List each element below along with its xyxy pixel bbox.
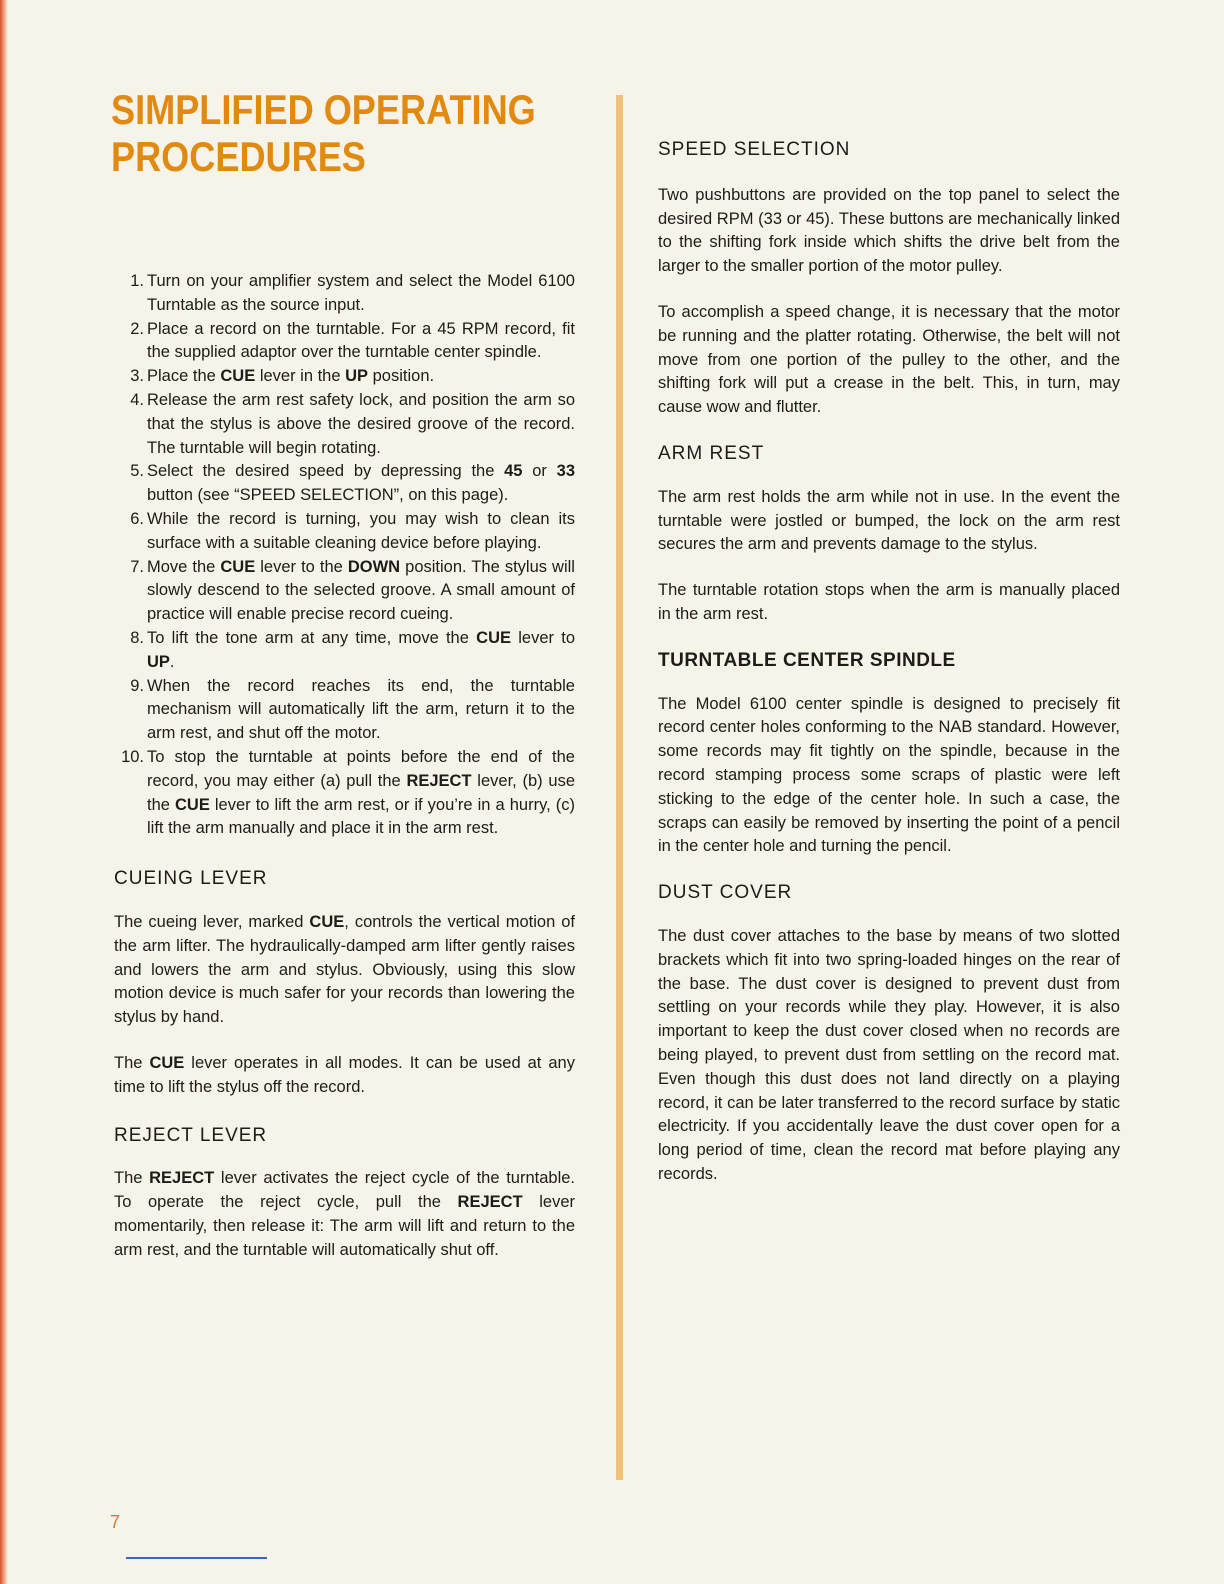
- step-item: 1. Turn on your amplifier system and select the Model 6100 Turntable as the source input.: [114, 270, 575, 318]
- step-item: 4. Release the arm rest safety lock, and position the arm so that the stylus is above the desired groove of the record. The turntable will begin rotating.: [114, 389, 575, 460]
- step-number: 2.: [130, 319, 144, 338]
- left-column: [114, 270, 575, 1262]
- title-line-2: PROCEDURES: [111, 133, 366, 180]
- step-item: 2. Place a record on the turntable. For a 45 RPM record, fit the supplied adaptor over the turntable center spindle.: [114, 318, 575, 366]
- step-number: 6.: [130, 509, 144, 528]
- step-item: 8. To lift the tone arm at any time, move the CUE lever to UP.: [114, 627, 575, 675]
- step-number: 7.: [130, 557, 144, 576]
- section-paragraph: The cueing lever, marked CUE, controls the vertical motion of the arm lifter. The hydraulically-damped arm lifter gently raises and lowers the arm and stylus. Obviously, using this slow motion device is much safer for your records than lowering the stylus by hand.: [114, 912, 575, 1027]
- step-item: 5. Select the desired speed by depressing the 45 or 33 button (see “SPEED SELECTION”, on this page).: [114, 460, 575, 508]
- title-line-1: SIMPLIFIED OPERATING: [111, 86, 536, 133]
- column-divider: [616, 95, 623, 1480]
- section-paragraph: The turntable rotation stops when the arm is manually placed in the arm rest.: [658, 581, 1120, 623]
- page-title: [111, 86, 558, 180]
- step-number: 8.: [130, 628, 144, 647]
- section-heading-reject-lever: REJECT LEVER: [114, 1124, 268, 1146]
- section-heading-arm-rest: ARM REST: [658, 442, 765, 464]
- section-paragraph: The REJECT lever activates the reject cycle of the turntable. To operate the reject cycle, pull the REJECT lever momentarily, then release it: The arm will lift and return to the arm rest, and the turntable will automatically shut off.: [114, 1169, 575, 1259]
- section-paragraph: The arm rest holds the arm while not in use. In the event the turntable were jostled or bumped, the lock on the arm rest secures the arm and prevents damage to the stylus.: [658, 487, 1120, 554]
- section-paragraph: The CUE lever operates in all modes. It can be used at any time to lift the stylus off the record.: [114, 1053, 575, 1096]
- section-heading-dust-cover: DUST COVER: [658, 882, 793, 904]
- section-heading-turntable-center-spindle: TURNTABLE CENTER SPINDLE: [658, 649, 956, 671]
- step-item: 6. While the record is turning, you may wish to clean its surface with a suitable cleaning device before playing.: [114, 508, 575, 556]
- step-number: 3.: [130, 367, 144, 386]
- step-number: 4.: [130, 390, 144, 409]
- page-edge-stripe: [0, 0, 8, 1584]
- step-number: 1.: [130, 272, 144, 290]
- right-column: [658, 138, 1120, 1187]
- procedure-steps: [114, 270, 575, 841]
- section-paragraph: The dust cover attaches to the base by means of two slotted brackets which fit into two spring-loaded hinges on the rear of the base. The dust cover is designed to prevent dust from settling on your records while they play. However, it is also important to keep the dust cover closed when no records are being played, to prevent dust from settling on the record mat. Even though this dust does not land directly on a playing record, it can be later transferred to the record surface by static electricity. If you accidentally leave the dust cover open for a long period of time, clean the record mat before playing any records.: [658, 926, 1120, 1183]
- bottom-rule: [126, 1557, 267, 1559]
- step-item: 7. Move the CUE lever to the DOWN position. The stylus will slowly descend to the selected groove. A small amount of practice will enable precise record cueing.: [114, 556, 575, 627]
- step-item: 3. Place the CUE lever in the UP position.: [114, 365, 575, 389]
- step-number: 9.: [130, 676, 144, 695]
- step-item: 9. When the record reaches its end, the turntable mechanism will automatically lift the arm, return it to the arm rest, and shut off the motor.: [114, 675, 575, 746]
- step-number: 5.: [130, 462, 144, 481]
- section-paragraph: The Model 6100 center spindle is designed to precisely fit record center holes conforming to the NAB standard. However, some records may fit tightly on the spindle, because in the record stamping process some scraps of plastic were left sticking to the edge of the center hole. In such a case, the scraps can easily be removed by inserting the point of a pencil in the center hole and turning the pencil.: [658, 694, 1120, 856]
- section-heading-cueing-lever: CUEING LEVER: [114, 868, 268, 890]
- section-heading-speed-selection: SPEED SELECTION: [658, 139, 851, 160]
- section-paragraph: Two pushbuttons are provided on the top panel to select the desired RPM (33 or 45). These buttons are mechanically linked to the shifting fork inside which shifts the drive belt from the larger to the smaller portion of the motor pulley.: [658, 185, 1120, 276]
- page-number: 7: [110, 1512, 121, 1532]
- step-item: 10. To stop the turntable at points before the end of the record, you may either (a) pull the REJECT lever, (b) use the CUE lever to lift the arm rest, or if you’re in a hurry, (c) lift the arm manually and place it in the arm rest.: [114, 746, 575, 841]
- step-number: 10.: [121, 747, 144, 766]
- section-paragraph: To accomplish a speed change, it is necessary that the motor be running and the platter rotating. Otherwise, the belt will not move from one portion of the pulley to the other, and the shifting fork will put a crease in the belt. This, in turn, may cause wow and flutter.: [658, 302, 1120, 417]
